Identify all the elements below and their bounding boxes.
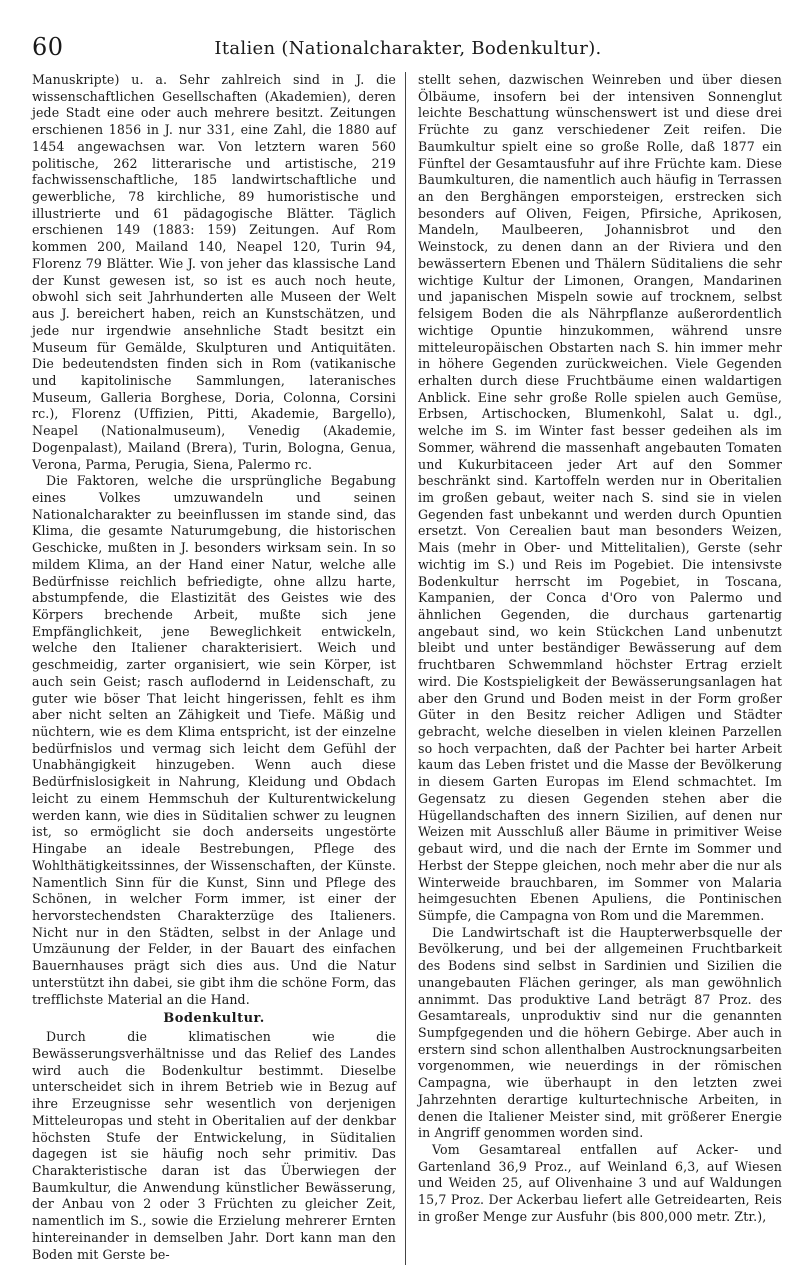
paragraph: stellt sehen, dazwischen Weinreben und über diesen Ölbäume, insofern bei der intensiven Sonnenglut leichte Beschattung wünschenswert ist und diese drei Früchte zu ganz verschiedener Zeit reifen. Die Baumkultur spielt eine so große Rolle, daß 1877 ein Fünftel der Gesamtausfuhr auf ihre Früchte kam. Diese Baumkulturen, die namentlich auch häufig in Terrassen an den Berghängen emporsteigen, erstrecken sich besonders auf Oliven, Feigen, Pfirsiche, Aprikosen, Mandeln, Maulbeeren, Johannisbrot und den Weinstock, zu denen dann an der Riviera und den bewässertern Ebenen und Thälern Süditaliens die sehr wichtige Kultur der Limonen, Orangen, Mandarinen und japanischen Mispeln sowie auf trocknem, selbst felsigem Boden die als Nährpflanze außerordentlich wichtige Opuntie hinzukommen, während unsre mitteleuropäischen Obstarten nach S. hin immer mehr in höhere Gegenden zurückweichen. Viele Gegenden erhalten durch diese Fruchtbäume einen waldartigen Anblick. Eine sehr große Rolle spielen auch Gemüse, Erbsen, Artischocken, Blumenkohl, Salat u. dgl., welche im S. im Winter fast besser gedeihen als im Sommer, während die massenhaft angebauten Tomaten und Kukurbitaceen jeder Art auf den Sommer beschränkt sind. Kartoffeln werden nur in Oberitalien im großen gebaut, weiter nach S. sind sie in vielen Gegenden fast unbekannt und werden durch Opuntien ersetzt. Von Cerealien baut man besonders Weizen, Mais (mehr in Ober- und Mittelitalien), Gerste (sehr wichtig im S.) und Reis im Pogebiet. Die intensivste Bodenkultur herrscht im Pogebiet, in Toscana, Kampanien, der Conca d'Oro von Palermo und ähnlichen Gegenden, die durchaus gartenartig angebaut sind, wo kein Stückchen Land unbenutzt bleibt und unter beständiger Bewässerung auf dem fruchtbaren Schwemmland höchster Ertrag erzielt wird. Die Kostspieligkeit der Bewässerungsanlagen hat aber den Grund und Boden meist in der Form großer Güter in den Besitz reicher Adligen und Städter gebracht, welche dieselben in vielen kleinen Parzellen so hoch verpachten, daß der Pachter bei harter Arbeit kaum das Leben fristet und die Masse der Bevölkerung in diesem Garten Europas im Elend schmachtet. Im Gegensatz zu diesen Gegenden stehen aber die Hügellandschaften des innern Sizilien, auf denen nur Weizen mit Ausschluß aller Bäume in primitiver Weise gebaut wird, und die nach der Ernte im Sommer und Herbst der Steppe gleichen, noch mehr aber die nur als Winterweide brauchbaren, im Sommer von Malaria heimgesuchten Ebenen Apuliens, die Pontinischen Sümpfe, die Campagna von Rom und die Maremmen. [418,72,782,923]
page-number: 60 [32,33,64,61]
paragraph: Manuskripte) u. a. Sehr zahlreich sind in J. die wissenschaftlichen Gesellschaften (Akademien), deren jede Stadt eine oder auch mehrere besitzt. Zeitungen erschienen 1856 in J. nur 331, eine Zahl, die 1880 auf 1454 angewachsen war. Von letztern waren 560 politische, 262 litterarische und artistische, 219 fachwissenschaftliche, 185 landwirtschaftliche und gewerbliche, 78 kirchliche, 89 humoristische und illustrierte und 61 pädagogische Blätter. Täglich erschienen 149 (1883: 159) Zeitungen. Auf Rom kommen 200, Mailand 140, Neapel 120, Turin 94, Florenz 79 Blätter. Wie J. von jeher das klassische Land der Kunst gewesen ist, so ist es auch noch heute, obwohl sich seit Jahrhunderten alle Museen der Welt aus J. bereichert haben, reich an Kunstschätzen, und jede nur irgendwie ansehnliche Stadt besitzt ein Museum für Gemälde, Skulpturen und Antiquitäten. Die bedeutendsten finden sich in Rom (vatikanische und kapitolinische Sammlungen, lateranisches Museum, Galleria Borghese, Doria, Colonna, Corsini rc.), Florenz (Uffizien, Pitti, Akademie, Bargello), Neapel (Nationalmuseum), Venedig (Akademie, Dogenpalast), Mailand (Brera), Turin, Bologna, Genua, Verona, Parma, Perugia, Siena, Palermo rc. [32,72,396,472]
page [32,10,784,1265]
right-column [418,72,782,1226]
running-head: Italien (Nationalcharakter, Bodenkultur). [214,38,602,59]
page-header [32,10,784,61]
paragraph: Die Landwirtschaft ist die Haupterwerbsquelle der Bevölkerung, und bei der allgemeinen Fruchtbarkeit des Bodens sind selbst in Sardinien und Sizilien die unangebauten Flächen geringer, als man gewöhnlich annimmt. Das produktive Land beträgt 87 Proz. des Gesamtareals, unproduktiv sind nur die genannten Sumpfgegenden und die höhern Gebirge. Aber auch in erstern sind schon allenthalben Austrocknungsarbeiten vorgenommen, wie neuerdings in der römischen Campagna, wie überhaupt in den letzten zwei Jahrzehnten derartige kulturtechnische Arbeiten, in denen die Italiener Meister sind, mit größerer Energie in Angriff genommen worden sind. [418,924,782,1141]
paragraph: Durch die klimatischen wie die Bewässerungsverhältnisse und das Relief des Landes wird auch die Bodenkultur bestimmt. Dieselbe unterscheidet sich in ihrem Betrieb wie in Bezug auf ihre Erzeugnisse sehr wesentlich von derjenigen Mitteleuropas und steht in Oberitalien auf der denkbar höchsten Stufe der Entwickelung, in Süditalien dagegen ist sie häufig noch sehr primitiv. Das Charakteristische daran ist das Überwiegen der Baumkultur, die Anwendung künstlicher Bewässerung, der Anbau von 2 oder 3 Früchten zu gleicher Zeit, namentlich im S., sowie die Erzielung mehrerer Ernten hintereinander in demselben Jahr. Dort kann man den Boden mit Gerste be- [32,1029,396,1262]
column-divider [405,72,406,1265]
section-heading: Bodenkultur. [163,1011,265,1027]
paragraph: Vom Gesamtareal entfallen auf Acker- und Gartenland 36,9 Proz., auf Weinland 6,3, auf Wiesen und Weiden 25, auf Olivenhaine 3 und auf Waldungen 15,7 Proz. Der Ackerbau liefert alle Getreidearten, Reis in großer Menge zur Ausfuhr (bis 800,000 metr. Ztr.), [418,1142,782,1224]
left-column [32,72,396,1263]
paragraph: Die Faktoren, welche die ursprüngliche Begabung eines Volkes umzuwandeln und seinen Nationalcharakter zu beeinflussen im stande sind, das Klima, die gesamte Naturumgebung, die historischen Geschicke, mußten in J. besonders wirksam sein. In so mildem Klima, an der Hand einer Natur, welche alle Bedürfnisse reichlich befriedigte, ohne allzu harte, abstumpfende, die Elastizität des Geistes wie des Körpers brechende Arbeit, mußte sich jene Empfänglichkeit, jene Beweglichkeit entwickeln, welche den Italiener charakterisiert. Weich und geschmeidig, zarter organisiert, wie sein Körper, ist auch sein Geist; rasch auflodernd in Leidenschaft, zu guter wie böser That leicht hingerissen, fehlt es ihm aber nicht selten an Zähigkeit und Tiefe. Mäßig und nüchtern, wie es dem Klima entspricht, ist der einzelne bedürfnislos und vermag sich leicht dem Gefühl der Unabhängigkeit hinzugeben. Wenn auch diese Bedürfnislosigkeit in Nahrung, Kleidung und Obdach leicht zu einem Hemmschuh der Kulturentwickelung werden kann, wie dies in Süditalien schwer zu leugnen ist, so ermöglicht sie doch anderseits ungestörte Hingabe an ideale Bestrebungen, Pflege des Wohlthätigkeitssinnes, der Wissenschaften, der Künste. Namentlich Sinn für die Kunst, Sinn und Pflege des Schönen, in welcher Form immer, ist einer der hervorstechendsten Charakterzüge des Italieners. Nicht nur in den Städten, selbst in der Anlage und Umzäunung der Felder, in der Bauart des einfachen Bauernhauses prägt sich dies aus. Und die Natur unterstützt ihn dabei, sie gibt ihm die schöne Form, das trefflichste Material an die Hand. [32,473,396,1007]
